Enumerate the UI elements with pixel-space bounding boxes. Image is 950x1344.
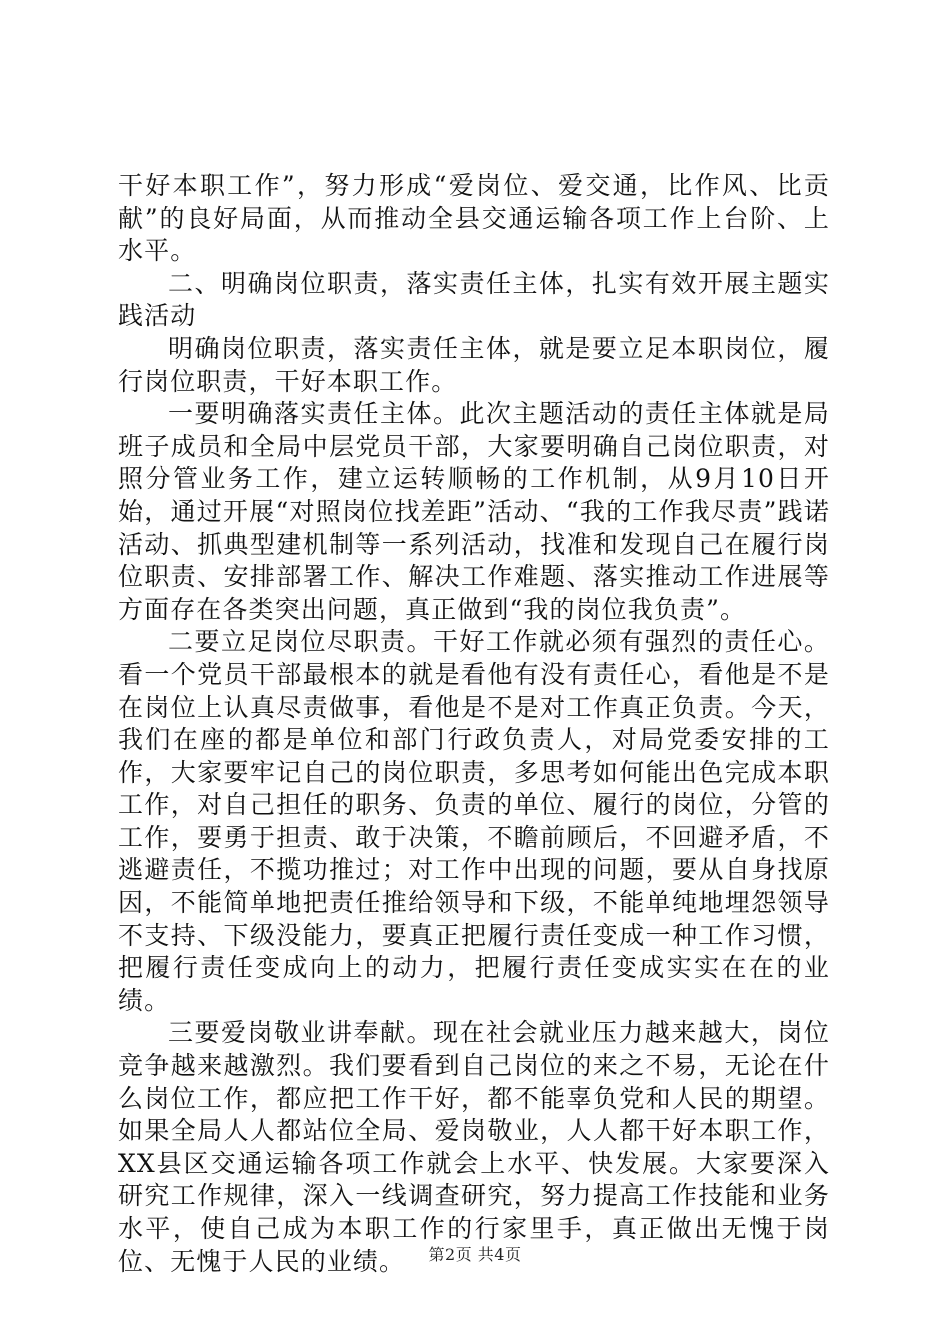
paragraph-continuation: 干好本职工作”，努力形成“爱岗位、爱交通，比作风、比贡献”的良好局面，从而推动全县交通运输各项工作上台阶、上水平。 — [118, 171, 830, 266]
paragraph-intro: 明确岗位职责，落实责任主体，就是要立足本职岗位，履行岗位职责，干好本职工作。 — [118, 333, 830, 396]
section-heading: 二、明确岗位职责，落实责任主体，扎实有效开展主题实践活动 — [118, 268, 830, 331]
paragraph-point-one: 一要明确落实责任主体。此次主题活动的责任主体就是局班子成员和全局中层党员干部，大家要明确自己岗位职责，对照分管业务工作，建立运转顺畅的工作机制，从9月10日开始，通过开展“对照岗位找差距”活动、“我的工作我尽责”践诺活动、抓典型建机制等一系列活动，找准和发现自己在履行岗位职责、安排部署工作、解决工作难题、落实推动工作进展等方面存在各类突出问题，真正做到“我的岗位我负责”。 — [118, 399, 830, 624]
paragraph-point-three: 三要爱岗敬业讲奉献。现在社会就业压力越来越大，岗位竞争越来越激烈。我们要看到自己岗位的来之不易，无论在什么岗位工作，都应把工作干好，都不能辜负党和人民的期望。如果全局人人都站位全局、爱岗敬业，人人都干好本职工作，XX县区交通运输各项工作就会上水平、快发展。大家要深入研究工作规律，深入一线调查研究，努力提高工作技能和业务水平，使自己成为本职工作的行家里手，真正做出无愧于岗位、无愧于人民的业绩。 — [118, 1018, 830, 1276]
paragraph-point-two: 二要立足岗位尽职责。干好工作就必须有强烈的责任心。看一个党员干部最根本的就是看他有没有责任心，看他是不是在岗位上认真尽责做事，看他是不是对工作真正负责。今天，我们在座的都是单位和部门行政负责人，对局党委安排的工作，大家要牢记自己的岗位职责，多思考如何能出色完成本职工作，对自己担任的职务、负责的单位、履行的岗位，分管的工作，要勇于担责、敢于决策，不瞻前顾后，不回避矛盾，不逃避责任，不揽功推过；对工作中出现的问题，要从自身找原因，不能简单地把责任推给领导和下级，不能单纯地埋怨领导不支持、下级没能力，要真正把履行责任变成一种工作习惯，把履行责任变成向上的动力，把履行责任变成实实在在的业绩。 — [118, 627, 830, 1015]
document-body — [118, 170, 830, 1278]
page-number-footer: 第2页 共4页 — [428, 1245, 522, 1264]
